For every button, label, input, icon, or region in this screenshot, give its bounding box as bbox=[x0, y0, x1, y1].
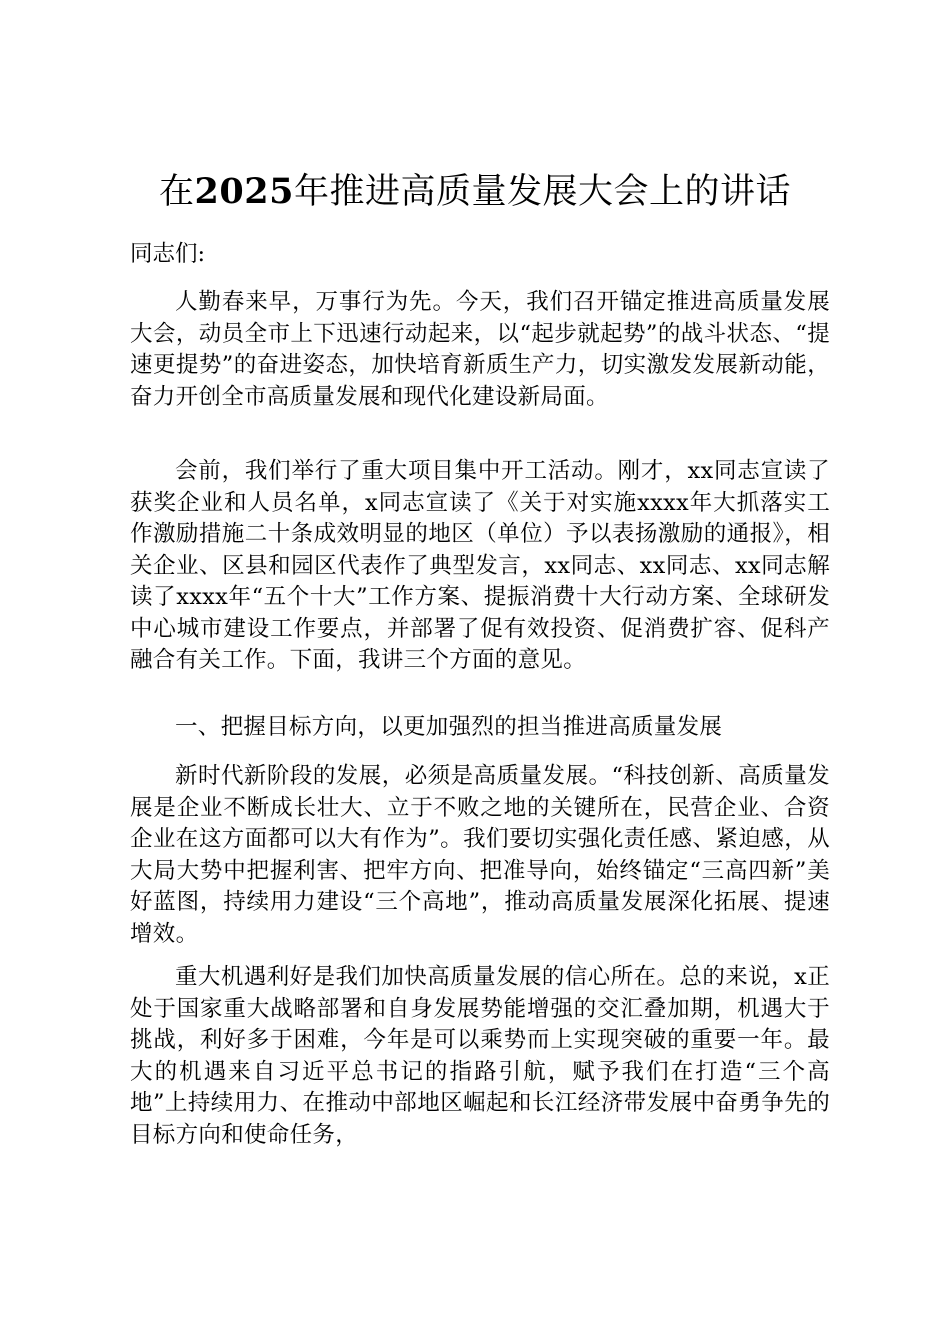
paragraph-high-quality-development: 新时代新阶段的发展，必须是高质量发展。“科技创新、高质量发展是企业不断成长壮大、立于不败之地的关键所在，民营企业、合资企业在这方面都可以大有作为”。我们要切实强化责任感、紧迫感，从大局大势中把握利害、把牢方向、把准导向，始终锚定“三高四新”美好蓝图，持续用力建设“三个高地”，推动高质量发展深化拓展、提速增效。 bbox=[130, 763, 830, 947]
greeting: 同志们: bbox=[130, 241, 206, 267]
section-heading-1: 一、把握目标方向，以更加强烈的担当推进高质量发展 bbox=[175, 714, 723, 740]
paragraph-opportunities: 重大机遇利好是我们加快高质量发展的信心所在。总的来说，x正处于国家重大战略部署和自身发展势能增强的交汇叠加期，机遇大于挑战，利好多于困难，今年是可以乘势而上实现突破的重要一年。最大的机遇来自习近平总书记的指路引航，赋予我们在打造“三个高地”上持续用力、在推动中部地区崛起和长江经济带发展中奋勇争先的目标方向和使命任务， bbox=[130, 964, 830, 1148]
title-year: 2025 bbox=[194, 171, 294, 212]
title-prefix: 在 bbox=[159, 172, 195, 212]
document-title bbox=[0, 170, 950, 214]
title-suffix: 年推进高质量发展大会上的讲话 bbox=[293, 172, 791, 212]
paragraph-opening: 人勤春来早，万事行为先。今天，我们召开锚定推进高质量发展大会，动员全市上下迅速行动起来，以“起步就起势”的战斗状态、“提速更提势”的奋进姿态，加快培育新质生产力，切实激发发展新动能，奋力开创全市高质量发展和现代化建设新局面。 bbox=[130, 289, 830, 410]
paragraph-meeting-summary: 会前，我们举行了重大项目集中开工活动。刚才，xx同志宣读了获奖企业和人员名单，x同志宣读了《关于对实施xxxx年大抓落实工作激励措施二十条成效明显的地区（单位）予以表扬激励的通报》，相关企业、区县和园区代表作了典型发言，xx同志、xx同志、xx同志解读了xxxx年“五个十大”工作方案、提振消费十大行动方案、全球研发中心城市建设工作要点，并部署了促有效投资、促消费扩容、促科产融合有关工作。下面，我讲三个方面的意见。 bbox=[130, 458, 830, 673]
